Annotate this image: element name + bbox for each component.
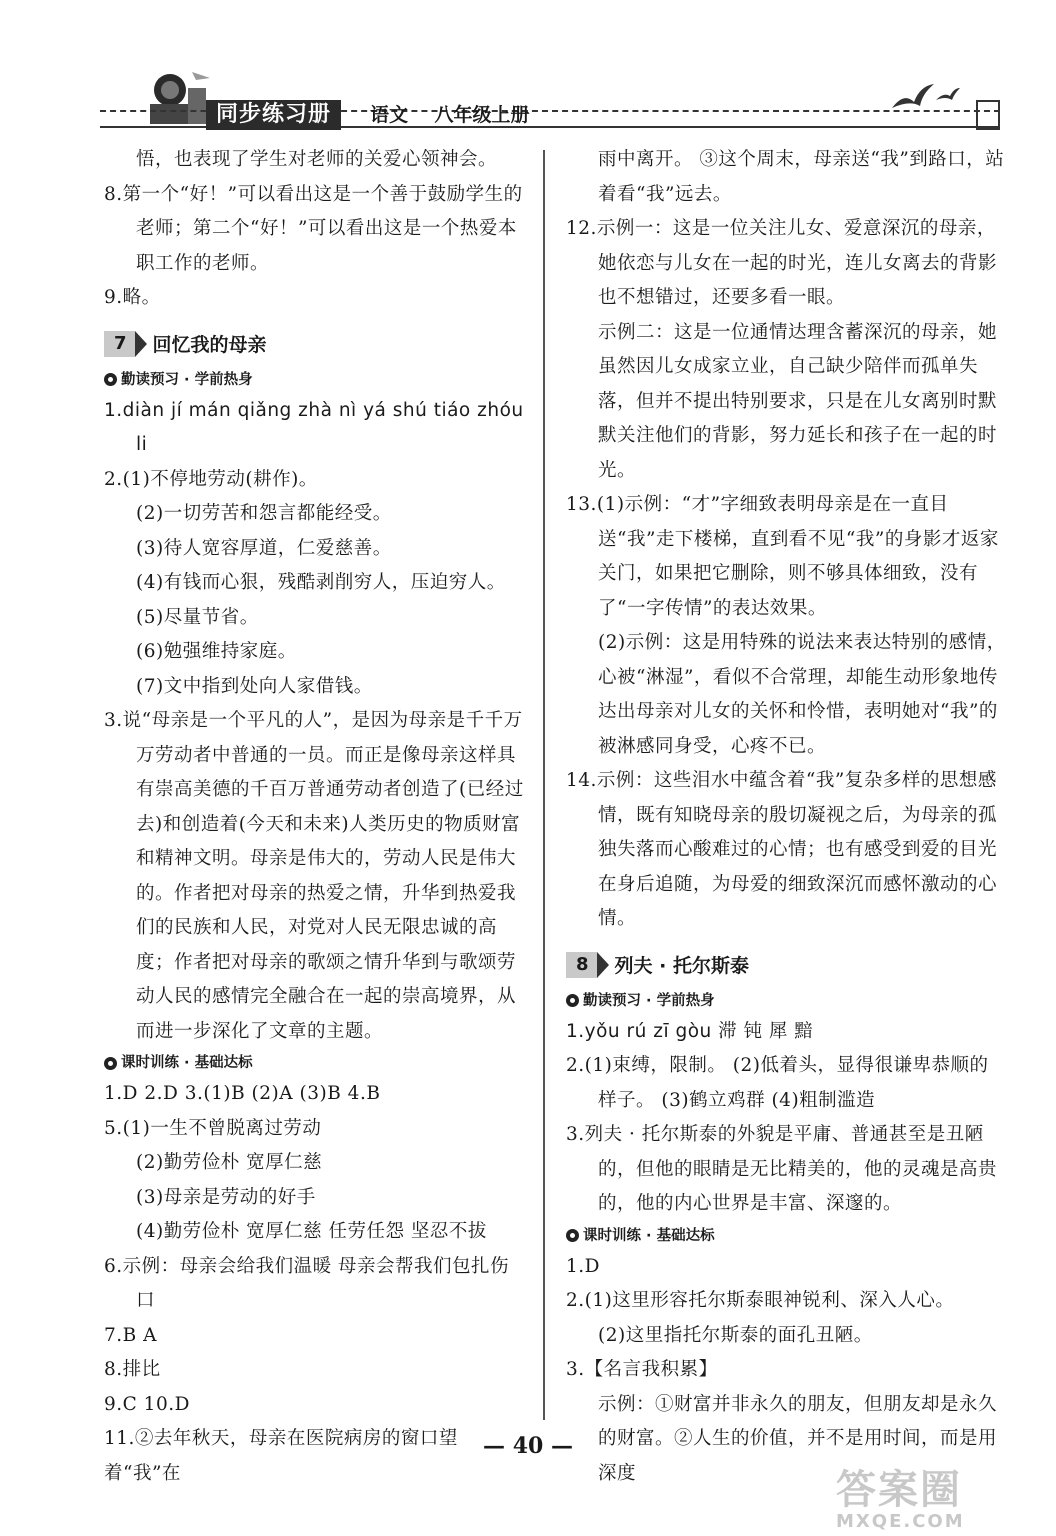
subsection-heading bbox=[104, 1049, 524, 1077]
answer-1-4: 1.D 2.D 3.(1)B (2)A (3)B 4.B bbox=[104, 1083, 381, 1104]
answer-1: 1.D bbox=[566, 1255, 600, 1277]
bullet-icon bbox=[104, 373, 117, 386]
subject-grade: 语文 八年级上册 bbox=[370, 104, 530, 126]
answer-2-3: (3)待人宽容厚道，仁爱慈善。 bbox=[136, 537, 392, 559]
watermark-logo bbox=[836, 1468, 1016, 1532]
watermark-main: 答案圈 bbox=[836, 1467, 962, 1513]
subsection-label: 课时训练 · 基础达标 bbox=[121, 1055, 253, 1071]
answer-8b: 8.排比 bbox=[104, 1359, 161, 1380]
answer-2-2: (2)这里指托尔斯泰的面孔丑陋。 bbox=[598, 1324, 873, 1346]
bullet-icon bbox=[566, 1229, 579, 1242]
subsection-label: 勤读预习 · 学前热身 bbox=[121, 371, 253, 388]
answer-text: 悟，也表现了学生对老师的关爱心领神会。 bbox=[136, 149, 498, 170]
left-column bbox=[104, 143, 524, 1491]
section-heading-7 bbox=[104, 328, 524, 360]
answer-11-cont: 雨中离开。 ③这个周末，母亲送“我”到路口，站着看“我”远去。 bbox=[598, 149, 1005, 205]
page-header bbox=[100, 60, 1000, 140]
answer-13-1: 13.(1)示例：“才”字细致表明母亲是在一直目送“我”走下楼梯，直到看不见“我”的身影才返家关门，如果把它删除，则不够具体细致，没有了“一字传情”的表达效果。 bbox=[566, 494, 999, 619]
arrow-icon bbox=[135, 331, 147, 357]
header-corner-box bbox=[976, 100, 1000, 130]
mascot-icon bbox=[140, 68, 210, 126]
answer-11: 11.②去年秋天，母亲在医院病房的窗口望着“我”在 bbox=[104, 1428, 458, 1484]
answer-2-1: 2.(1)不停地劳动(耕作)。 bbox=[104, 468, 318, 490]
answer-5-2: (2)勤劳俭朴 宽厚仁慈 bbox=[136, 1152, 323, 1173]
answer-5-1: 5.(1)一生不曾脱离过劳动 bbox=[104, 1117, 322, 1139]
answer-13-2: (2)示例：这是用特殊的说法来表达特别的感情，心被“淋湿”，看似不合常理，却能生动形象地传达出母亲对儿女的关怀和怜惜，表明她对“我”的被淋感同身受，心疼不已。 bbox=[598, 632, 1006, 757]
bullet-icon bbox=[104, 1057, 117, 1070]
section-number: 7 bbox=[104, 331, 135, 357]
watermark-url: MXQE.COM bbox=[836, 1511, 965, 1532]
answer-2-4: (4)有钱而心狠，残酷剥削穷人，压迫穷人。 bbox=[136, 572, 506, 593]
subsection-heading bbox=[566, 987, 1006, 1015]
right-column bbox=[566, 143, 1006, 1491]
subsection-label: 课时训练 · 基础达标 bbox=[583, 1227, 715, 1244]
answer-9-10: 9.C 10.D bbox=[104, 1393, 190, 1415]
section-title: 回忆我的母亲 bbox=[152, 334, 267, 356]
answer-12-1: 12.示例一：这是一位关注儿女、爱意深沉的母亲，她依恋与儿女在一起的时光，连儿女离去的背影也不想错过，还要多看一眼。 bbox=[566, 218, 998, 308]
answer-12-2: 示例二：这是一位通情达理含蓄深沉的母亲，她虽然因儿女成家立业，自己缺少陪伴而孤单失落，但并不提出特别要求，只是在儿女离别时默默关注他们的背影，努力延长和孩子在一起的时光。 bbox=[598, 321, 998, 481]
answer-1: 1.diàn jí mán qiǎng zhà nì yá shú tiáo zhóu li bbox=[104, 399, 524, 455]
answer-6: 6.示例：母亲会给我们温暖 母亲会帮我们包扎伤口 bbox=[104, 1255, 510, 1311]
book-title: 同步练习册 bbox=[206, 100, 341, 130]
answer-2: 2.(1)束缚，限制。 (2)低着头，显得很谦卑恭顺的样子。 (3)鹤立鸡群 (4)粗制滥造 bbox=[566, 1055, 989, 1111]
answer-2-2: (2)一切劳苦和怨言都能经受。 bbox=[136, 503, 392, 524]
subsection-heading bbox=[566, 1222, 1006, 1250]
answer-14: 14.示例：这些泪水中蕴含着“我”复杂多样的思想感情，既有知晓母亲的殷切凝视之后，为母亲的孤独失落而心酸难过的心情；也有感受到爱的目光在身后追随，为母爱的细致深沉而感怀激动的心情。 bbox=[566, 770, 998, 929]
answer-1: 1.yǒu rú zī gòu 滞 钝 犀 黯 bbox=[566, 1020, 814, 1042]
section-title: 列夫 · 托尔斯泰 bbox=[614, 955, 749, 977]
answer-2-7: (7)文中指到处向人家借钱。 bbox=[136, 675, 373, 697]
arrow-icon bbox=[597, 952, 609, 978]
subsection-heading bbox=[104, 366, 524, 394]
answer-2-6: (6)勉强维持家庭。 bbox=[136, 641, 297, 662]
answer-3: 3.列夫 · 托尔斯泰的外貌是平庸、普通甚至是丑陋的，但他的眼睛是无比精美的，他的灵魂是高贵的，他的内心世界是丰富、深邃的。 bbox=[566, 1124, 998, 1214]
answer-3-example: 示例：①财富并非永久的朋友，但朋友却是永久的财富。②人生的价值，并不是用时间，而是用深度 bbox=[598, 1393, 998, 1484]
column-divider bbox=[543, 150, 545, 1420]
answer-2-5: (5)尽量节省。 bbox=[136, 606, 259, 628]
section-number: 8 bbox=[566, 952, 597, 978]
answer-2-1: 2.(1)这里形容托尔斯泰眼神锐利、深入人心。 bbox=[566, 1290, 955, 1311]
bullet-icon bbox=[566, 994, 579, 1007]
page-number: — 40 — bbox=[483, 1433, 573, 1459]
answer-9: 9.略。 bbox=[104, 287, 161, 308]
answer-5-4: (4)勤劳俭朴 宽厚仁慈 任劳任怨 坚忍不拔 bbox=[136, 1221, 487, 1242]
subsection-label: 勤读预习 · 学前热身 bbox=[583, 992, 715, 1009]
answer-7: 7.B A bbox=[104, 1324, 157, 1346]
answer-3: 3.说“母亲是一个平凡的人”，是因为母亲是千千万万劳动者中普通的一员。而正是像母亲这样具有崇高美德的千百万普通劳动者创造了(已经过去)和创造着(今天和未来)人类历史的物质财富和精神文明。母亲是伟大的，劳动人民是伟大的。作者把对母亲的热爱之情，升华到热爱我们的民族和人民，对党对人民无限忠诚的高度；作者把对母亲的歌颂之情升华到与歌颂劳动人民的感情完全融合在一起的崇高境界，从而进一步深化了文章的主题。 bbox=[104, 710, 524, 1042]
birds-icon bbox=[890, 78, 960, 114]
answer-5-3: (3)母亲是劳动的好手 bbox=[136, 1186, 316, 1208]
answer-8: 8.第一个“好！”可以看出这是一个善于鼓励学生的老师；第二个“好！”可以看出这是一个热爱本职工作的老师。 bbox=[104, 183, 523, 274]
section-heading-8 bbox=[566, 949, 1006, 981]
answer-3-heading: 3.【名言我积累】 bbox=[566, 1359, 718, 1380]
